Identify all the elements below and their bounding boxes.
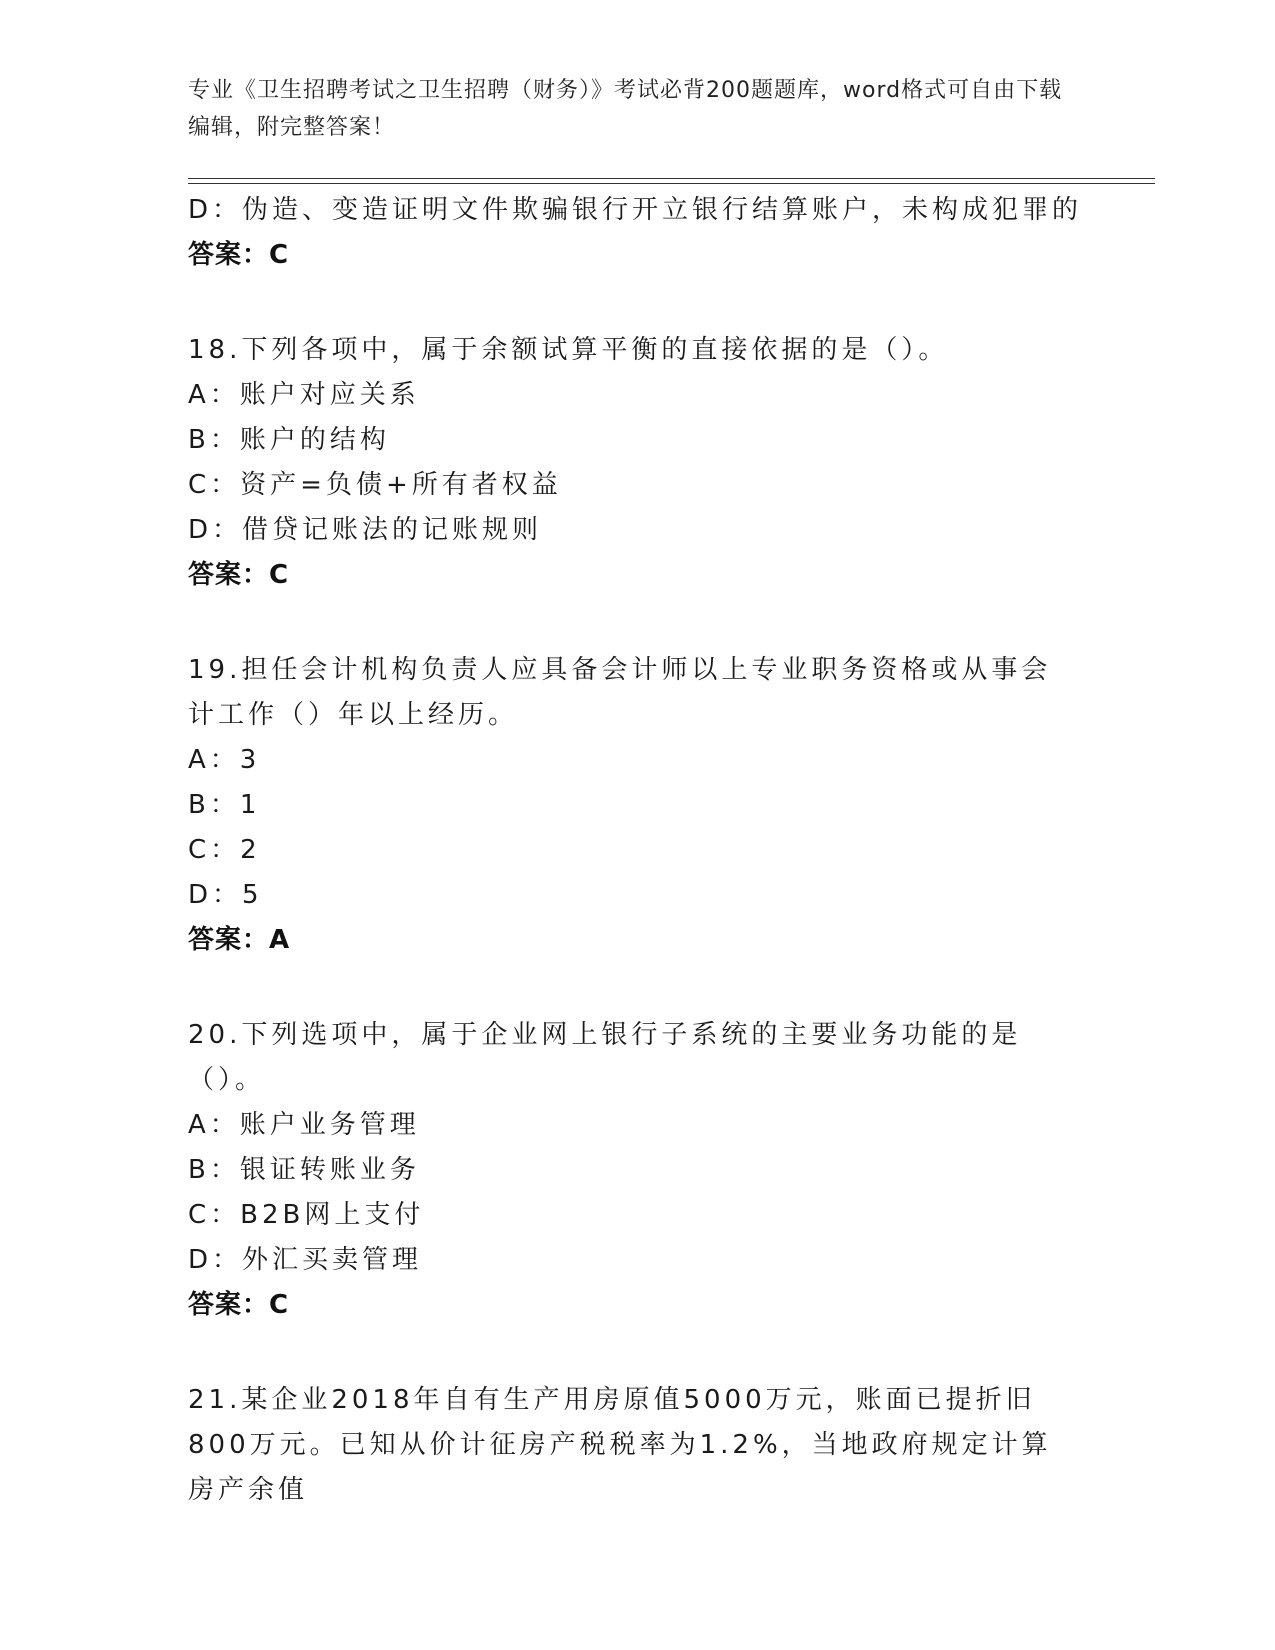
question-list <box>188 188 1088 1513</box>
option-a: A：账户业务管理 <box>188 1110 420 1140</box>
option-a: A：3 <box>188 745 261 775</box>
answer: 答案：C <box>188 560 290 590</box>
question-stem: 21.某企业2018年自有生产用房原值5000万元，账面已提折旧800万元。已知从价计征房产税税率为1.2%，当地政府规定计算房产余值 <box>188 1385 1052 1505</box>
header-rule-bottom <box>188 183 1155 184</box>
prev-option-d: D：伪造、变造证明文件欺骗银行开立银行结算账户，未构成犯罪的 <box>188 195 1083 225</box>
option-c: C：资产=负债+所有者权益 <box>188 470 562 500</box>
header-rule-top <box>188 178 1155 179</box>
question-stem: 18.下列各项中，属于余额试算平衡的直接依据的是（）。 <box>188 335 949 365</box>
document-header: 专业《卫生招聘考试之卫生招聘（财务）》考试必背200题题库，word格式可自由下载编辑，附完整答案！ <box>188 78 1063 140</box>
question-21 <box>188 1378 1088 1513</box>
option-d: D：借贷记账法的记账规则 <box>188 515 543 545</box>
option-d: D：5 <box>188 880 263 910</box>
answer: 答案：C <box>188 1290 290 1320</box>
question-20 <box>188 1013 1088 1328</box>
option-d: D：外汇买卖管理 <box>188 1245 423 1275</box>
question-stem: 19.担任会计机构负责人应具备会计师以上专业职务资格或从事会计工作（）年以上经历。 <box>188 655 1052 730</box>
question-19 <box>188 648 1088 963</box>
option-c: C：B2B网上支付 <box>188 1200 425 1230</box>
option-b: B：银证转账业务 <box>188 1155 420 1185</box>
question-stem: 20.下列选项中，属于企业网上银行子系统的主要业务功能的是（）。 <box>188 1020 1022 1095</box>
option-b: B：账户的结构 <box>188 425 390 455</box>
answer: 答案：A <box>188 925 291 955</box>
question-18 <box>188 328 1088 598</box>
option-c: C：2 <box>188 835 261 865</box>
option-a: A：账户对应关系 <box>188 380 420 410</box>
option-b: B：1 <box>188 790 261 820</box>
prev-answer: 答案：C <box>188 240 290 270</box>
